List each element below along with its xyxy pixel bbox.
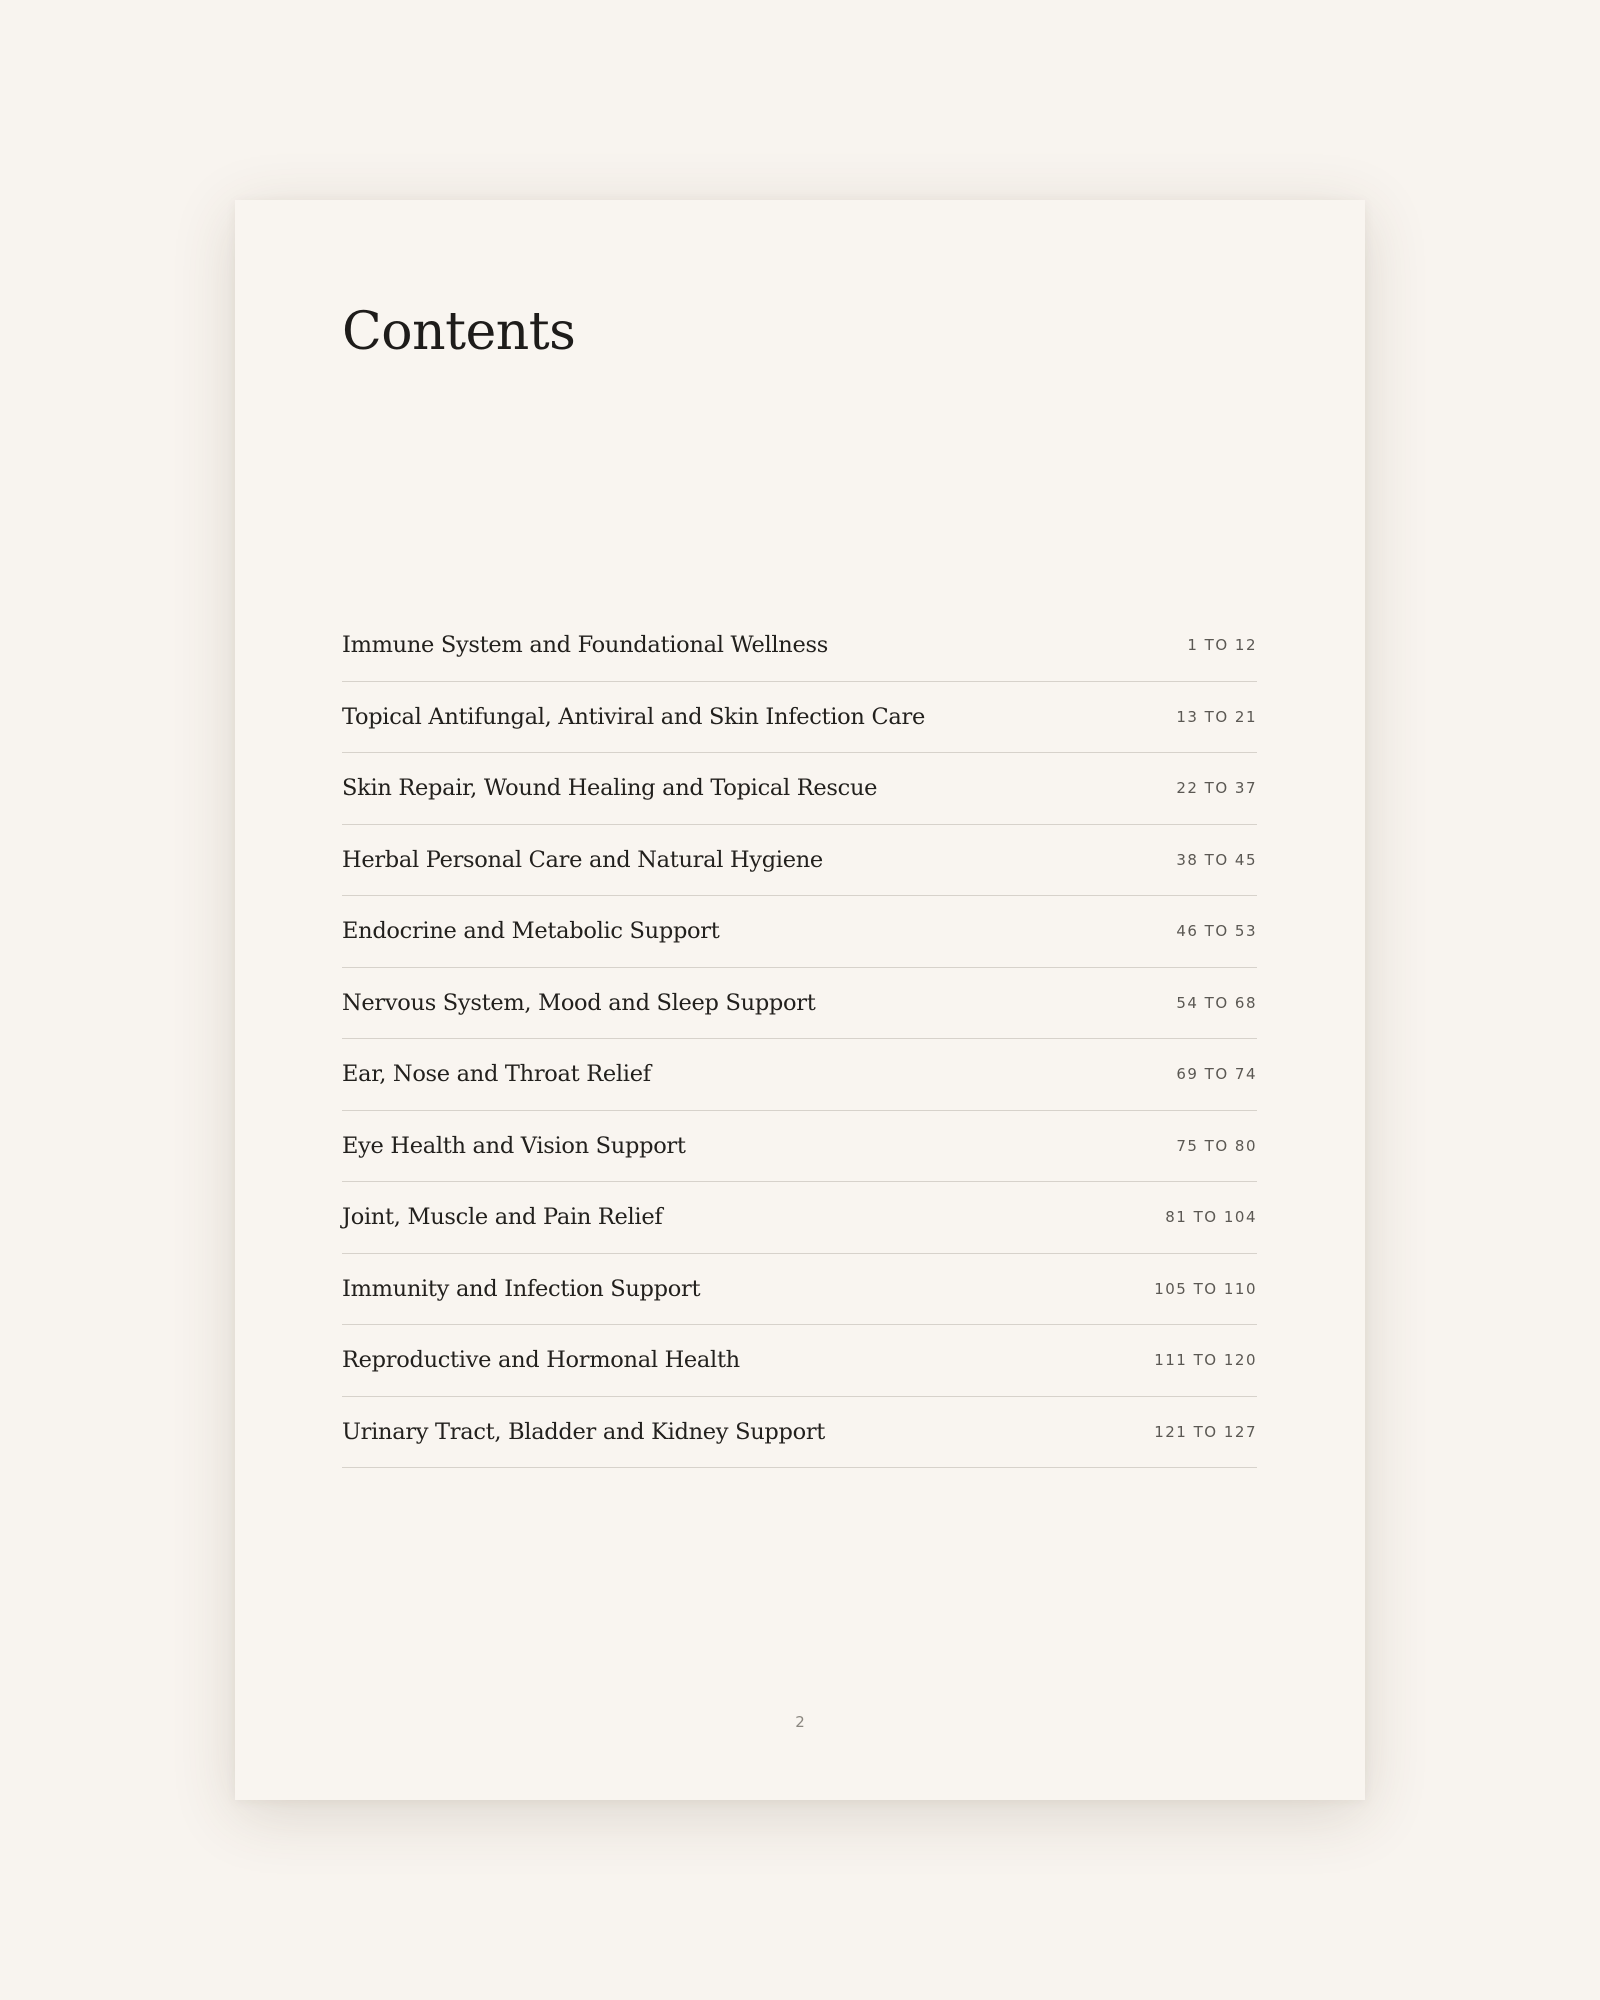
toc-entry[interactable] xyxy=(342,1039,1257,1111)
toc-entry-pages: 69 TO 74 xyxy=(1176,1065,1257,1084)
document-page xyxy=(235,200,1365,1800)
toc-entry-title: Skin Repair, Wound Healing and Topical Rescue xyxy=(342,775,878,802)
toc-entry-pages: 22 TO 37 xyxy=(1176,779,1257,798)
toc-entry-title: Topical Antifungal, Antiviral and Skin Infection Care xyxy=(342,703,925,730)
toc-entry-pages: 81 TO 104 xyxy=(1165,1208,1257,1227)
toc-entry-title: Herbal Personal Care and Natural Hygiene xyxy=(342,846,823,873)
toc-entry[interactable] xyxy=(342,1182,1257,1254)
toc-entry-pages: 1 TO 12 xyxy=(1187,636,1257,655)
toc-entry-title: Endocrine and Metabolic Support xyxy=(342,918,720,945)
toc-entry[interactable] xyxy=(342,610,1257,682)
toc-entry-pages: 75 TO 80 xyxy=(1176,1136,1257,1155)
page-number: 2 xyxy=(795,1713,805,1731)
table-of-contents xyxy=(342,610,1257,1468)
toc-entry[interactable] xyxy=(342,1325,1257,1397)
toc-entry-pages: 46 TO 53 xyxy=(1176,922,1257,941)
toc-entry-title: Ear, Nose and Throat Relief xyxy=(342,1061,651,1088)
toc-entry-title: Urinary Tract, Bladder and Kidney Support xyxy=(342,1418,826,1445)
toc-entry-title: Nervous System, Mood and Sleep Support xyxy=(342,989,816,1016)
toc-entry-pages: 121 TO 127 xyxy=(1154,1422,1257,1441)
toc-entry-pages: 54 TO 68 xyxy=(1176,993,1257,1012)
toc-entry[interactable] xyxy=(342,753,1257,825)
toc-entry[interactable] xyxy=(342,1397,1257,1469)
toc-entry-title: Immunity and Infection Support xyxy=(342,1275,701,1302)
toc-entry[interactable] xyxy=(342,1111,1257,1183)
toc-entry[interactable] xyxy=(342,825,1257,897)
toc-entry-title: Joint, Muscle and Pain Relief xyxy=(342,1204,663,1231)
toc-entry[interactable] xyxy=(342,1254,1257,1326)
toc-entry[interactable] xyxy=(342,682,1257,754)
toc-entry-pages: 111 TO 120 xyxy=(1154,1351,1257,1370)
toc-entry-pages: 13 TO 21 xyxy=(1176,707,1257,726)
toc-entry[interactable] xyxy=(342,968,1257,1040)
toc-entry-title: Immune System and Foundational Wellness xyxy=(342,632,828,659)
toc-entry-pages: 38 TO 45 xyxy=(1176,850,1257,869)
page-title: Contents xyxy=(342,302,576,362)
toc-entry-title: Reproductive and Hormonal Health xyxy=(342,1347,740,1374)
toc-entry-pages: 105 TO 110 xyxy=(1154,1279,1257,1298)
toc-entry[interactable] xyxy=(342,896,1257,968)
toc-entry-title: Eye Health and Vision Support xyxy=(342,1132,686,1159)
